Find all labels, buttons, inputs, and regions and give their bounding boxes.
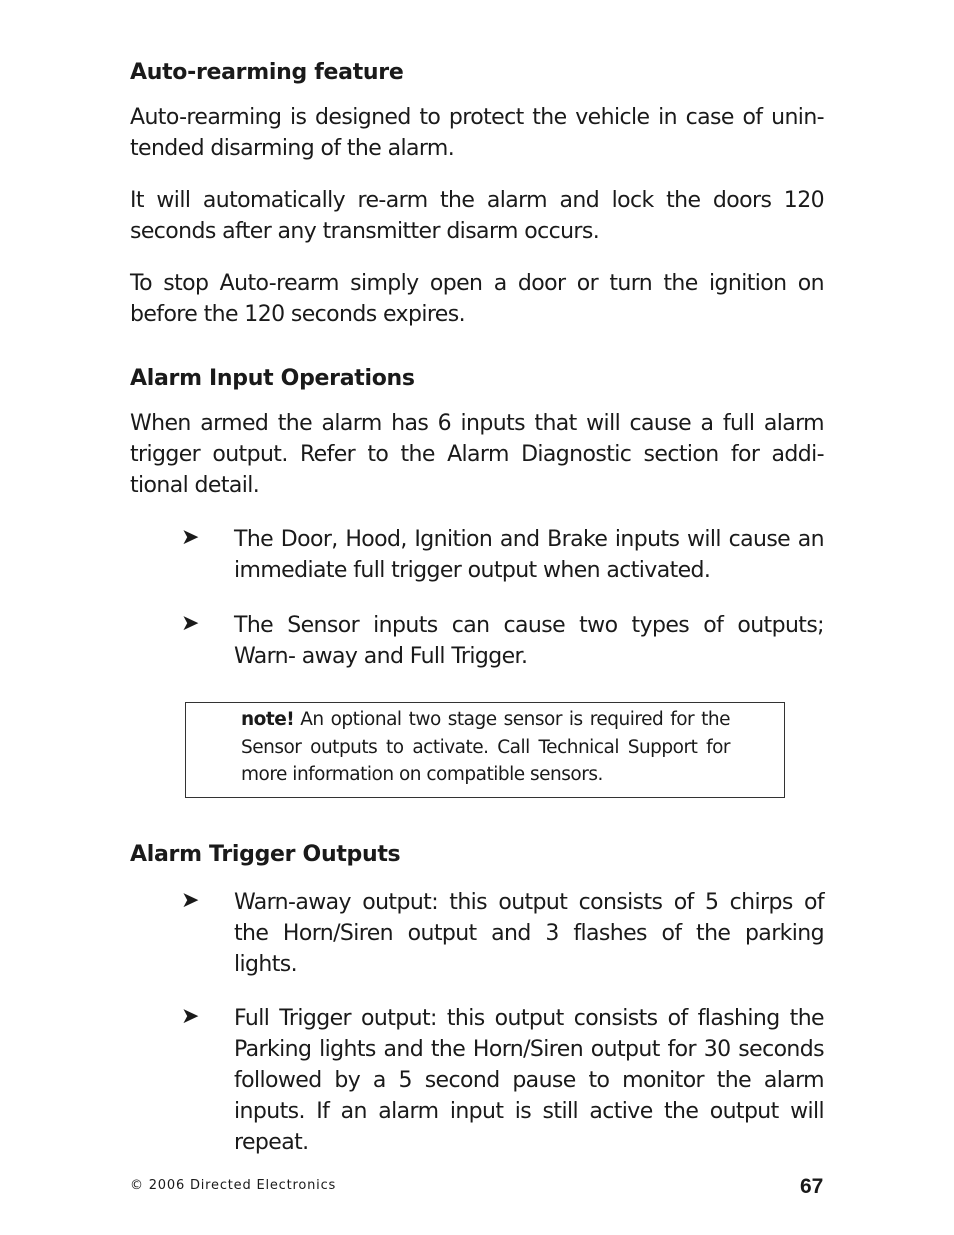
arrowhead-bullet-icon: ➤ <box>181 888 200 913</box>
section-heading-auto-rearming: Auto-rearming feature <box>130 60 404 85</box>
paragraph: Auto-rearming is designed to protect the vehicle in case of unin- tended disarming of the alarm. <box>130 105 824 161</box>
note-body: An optional two stage sensor is required for the Sensor outputs to activate. Call Technical Support for more information on compatible sensors. <box>241 709 730 785</box>
arrowhead-bullet-icon: ➤ <box>181 1004 200 1029</box>
list-item: Full Trigger output: this output consists of flashing the Parking lights and the Horn/Siren output for 30 seconds followed by a 5 second pause to monitor the alarm inputs. If an alarm input is still active the output will repeat. <box>234 1006 824 1155</box>
footer-copyright: © 2006 Directed Electronics <box>130 1178 337 1193</box>
list-item: The Door, Hood, Ignition and Brake inputs will cause an immediate full trigger output when activated. <box>234 527 824 583</box>
note-label: note! <box>241 709 295 730</box>
list-item: Warn-away output: this output consists of 5 chirps of the Horn/Siren output and 3 flashes of the parking lights. <box>234 890 824 977</box>
arrowhead-bullet-icon: ➤ <box>181 611 200 636</box>
paragraph: When armed the alarm has 6 inputs that will cause a full alarm trigger output. Refer to the Alarm Diagnostic section for addi- tional detail. <box>130 411 824 498</box>
page-number: 67 <box>800 1175 824 1198</box>
note-box <box>185 702 785 798</box>
list-item: The Sensor inputs can cause two types of outputs; Warn- away and Full Trigger. <box>234 613 824 669</box>
note-text <box>241 706 730 789</box>
arrowhead-bullet-icon: ➤ <box>181 525 200 550</box>
section-heading-alarm-trigger-outputs: Alarm Trigger Outputs <box>130 842 401 867</box>
section-heading-alarm-input-operations: Alarm Input Operations <box>130 366 415 391</box>
paragraph: To stop Auto-rearm simply open a door or turn the ignition on before the 120 seconds expires. <box>130 271 824 327</box>
paragraph: It will automatically re-arm the alarm and lock the doors 120 seconds after any transmitter disarm occurs. <box>130 188 824 244</box>
